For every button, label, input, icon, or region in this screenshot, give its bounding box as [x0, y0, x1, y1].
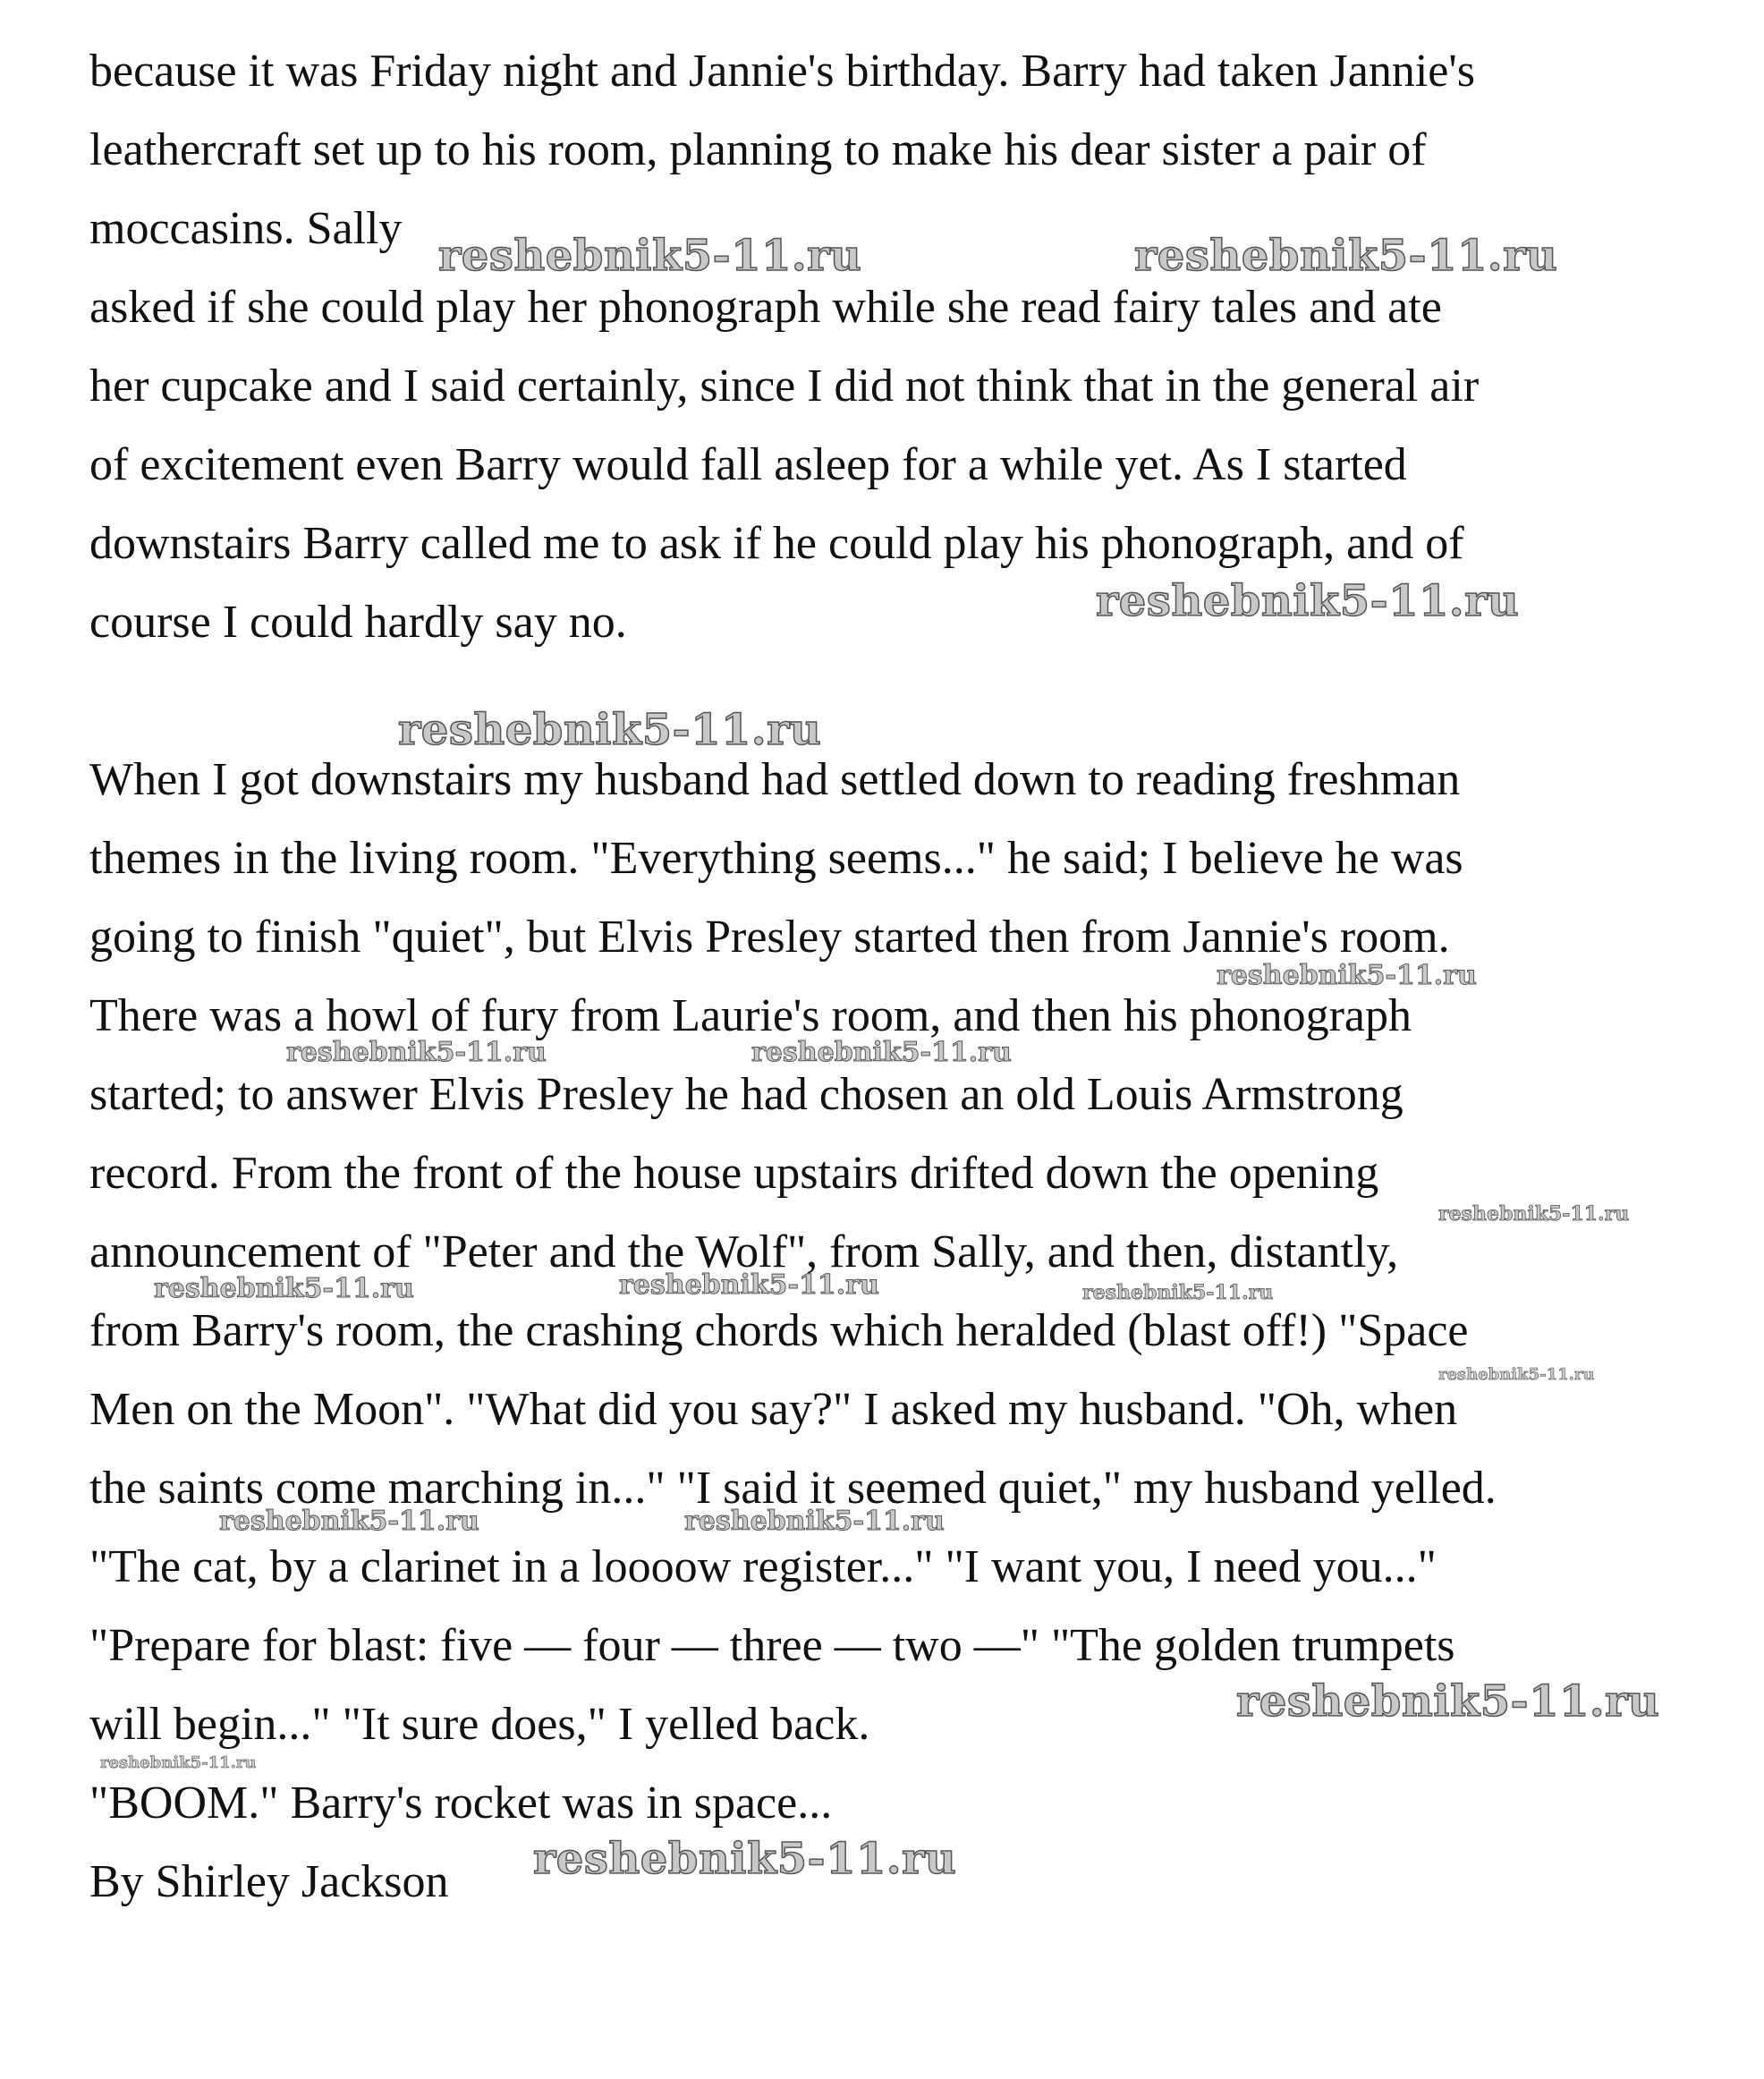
watermark: reshebnik5-11.ru [1438, 1365, 1595, 1384]
watermark: reshebnik5-11.ru [398, 705, 822, 755]
watermark: reshebnik5-11.ru [1217, 960, 1477, 991]
text-line: because it was Friday night and Jannie's birthday. Barry had taken Jannie's [89, 46, 1475, 97]
author-byline: By Shirley Jackson [89, 1856, 449, 1907]
text-line: course I could hardly say no. [89, 597, 627, 648]
text-line: "Prepare for blast: five — four — three — two —" "The golden trumpets [89, 1620, 1455, 1671]
text-line: When I got downstairs my husband had settled down to reading freshman [89, 754, 1461, 805]
watermark: reshebnik5-11.ru [751, 1037, 1012, 1068]
text-line: moccasins. Sally [89, 203, 403, 254]
text-line: will begin..." "It sure does," I yelled back. [89, 1699, 870, 1750]
watermark: reshebnik5-11.ru [154, 1273, 414, 1304]
text-line: her cupcake and I said certainly, since I did not think that in the general air [89, 361, 1480, 412]
text-line: the saints come marching in..." "I said it seemed quiet," my husband yelled. [89, 1463, 1497, 1514]
text-line: of excitement even Barry would fall asleep for a while yet. As I started [89, 439, 1407, 490]
text-line: going to finish "quiet", but Elvis Presley started then from Jannie's room. [89, 912, 1450, 963]
text-line: announcement of "Peter and the Wolf", from Sally, and then, distantly, [89, 1226, 1399, 1277]
text-line: from Barry's room, the crashing chords which heralded (blast off!) "Space [89, 1305, 1469, 1356]
watermark: reshebnik5-11.ru [219, 1506, 479, 1537]
text-line: "BOOM." Barry's rocket was in space... [89, 1778, 833, 1829]
watermark: reshebnik5-11.ru [1236, 1676, 1660, 1727]
text-line: "The cat, by a clarinet in a loooow register..." "I want you, I need you..." [89, 1541, 1437, 1592]
watermark: reshebnik5-11.ru [1438, 1202, 1630, 1226]
watermark: reshebnik5-11.ru [1096, 576, 1520, 626]
text-line: There was a howl of fury from Laurie's room, and then his phonograph [89, 990, 1412, 1041]
text-line: downstairs Barry called me to ask if he could play his phonograph, and of [89, 518, 1464, 569]
text-line: started; to answer Elvis Presley he had chosen an old Louis Armstrong [89, 1069, 1404, 1120]
text-line: record. From the front of the house upstairs drifted down the opening [89, 1148, 1379, 1199]
text-line: leathercraft set up to his room, planning to make his dear sister a pair of [89, 124, 1427, 175]
text-line: asked if she could play her phonograph while she read fairy tales and ate [89, 282, 1442, 333]
watermark: reshebnik5-11.ru [619, 1269, 879, 1301]
watermark: reshebnik5-11.ru [1082, 1281, 1274, 1304]
watermark: reshebnik5-11.ru [438, 231, 862, 281]
watermark: reshebnik5-11.ru [1134, 231, 1558, 281]
text-line: Men on the Moon". "What did you say?" I asked my husband. "Oh, when [89, 1384, 1458, 1435]
watermark: reshebnik5-11.ru [286, 1037, 547, 1068]
watermark: reshebnik5-11.ru [684, 1506, 945, 1537]
watermark: reshebnik5-11.ru [533, 1834, 957, 1884]
watermark: reshebnik5-11.ru [100, 1753, 257, 1772]
text-line: themes in the living room. "Everything seems..." he said; I believe he was [89, 833, 1463, 884]
